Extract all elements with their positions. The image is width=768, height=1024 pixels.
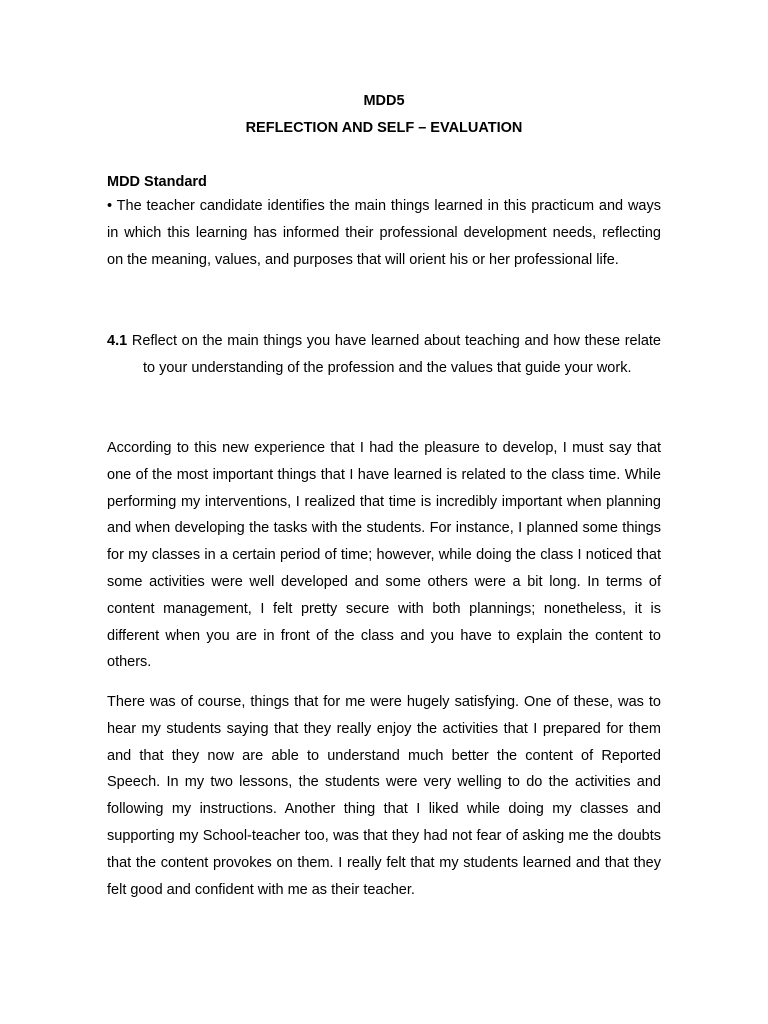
answer-paragraph: There was of course, things that for me were hugely satisfying. One of these, was to hear my students saying that they really enjoy the activities that I prepared for them and that they now are able to understand much better the content of Reported Speech. In my two lessons, the students were very welling to do the activities and following my instructions. Another thing that I liked while doing my classes and supporting my School-teacher too, was that they had not fear of asking me the doubts that the content provokes on them. I really felt that my students learned and that they felt good and confident with me as their teacher.: [107, 694, 661, 898]
answer-paragraph: According to this new experience that I had the pleasure to develop, I must say that one of the most important things that I have learned is related to the class time. While performing my interventions, I realized that time is incredibly important when planning and when developing the tasks with the students. For instance, I planned some things for my classes in a certain period of time; however, while doing the class I noticed that some activities were well developed and some others were a bit long. In terms of content management, I felt pretty secure with both plannings; nonetheless, it is different when you are in front of the class and you have to explain the content to others.: [107, 440, 661, 671]
standard-text: • The teacher candidate identifies the main things learned in this practicum and ways in which this learning has informed their professional development needs, reflecting on the meaning, values, and purposes that will orient his or her professional life.: [107, 198, 661, 268]
question-item: [107, 328, 661, 382]
question-number: 4.1: [107, 333, 128, 349]
question-text: Reflect on the main things you have learned about teaching and how these relate to your understanding of the profession and the values that guide your work.: [131, 333, 661, 376]
document-code: MDD5: [363, 93, 405, 109]
standard-heading: MDD Standard: [107, 174, 207, 190]
document-title: REFLECTION AND SELF – EVALUATION: [245, 120, 523, 136]
